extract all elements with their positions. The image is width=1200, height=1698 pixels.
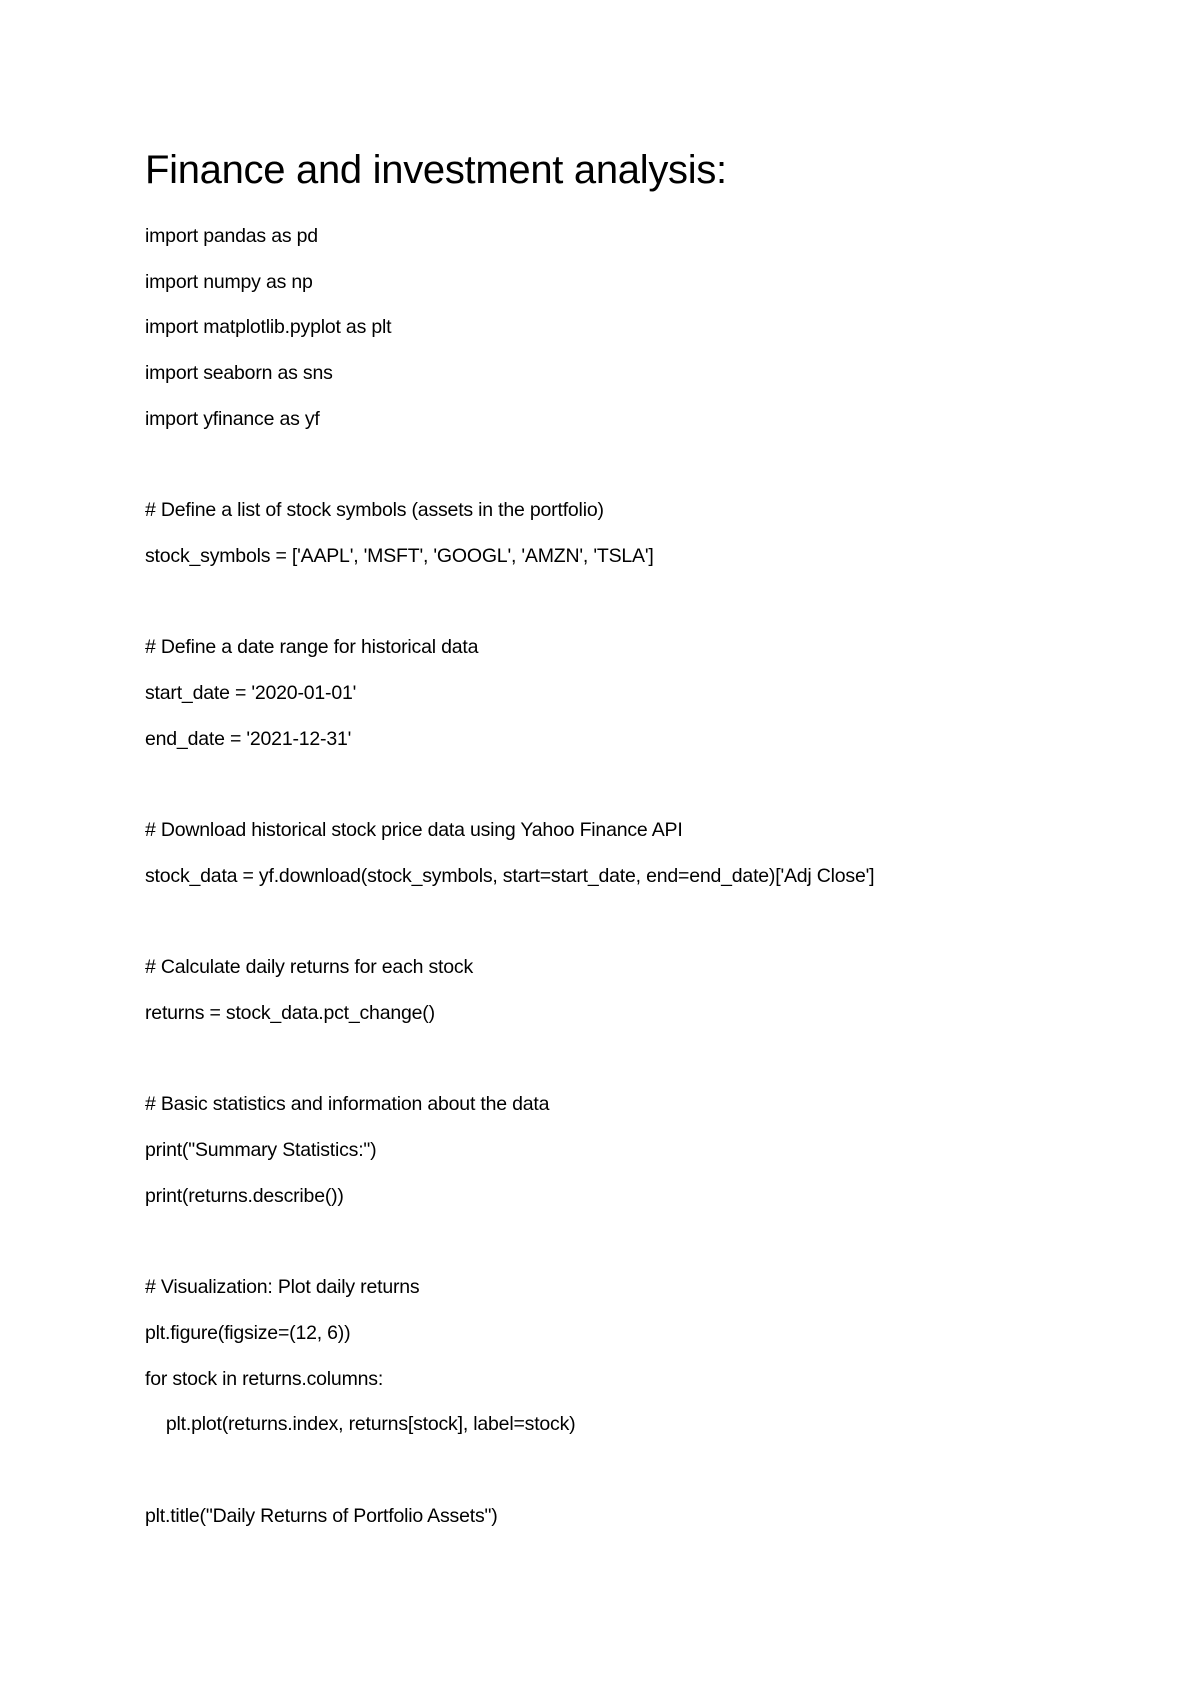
code-line: import numpy as np bbox=[145, 271, 313, 293]
code-line: print("Summary Statistics:") bbox=[145, 1139, 377, 1161]
code-line: import yfinance as yf bbox=[145, 408, 320, 430]
comment-line: # Define a list of stock symbols (assets in the portfolio) bbox=[145, 499, 604, 521]
comment-line: # Basic statistics and information about the data bbox=[145, 1093, 550, 1115]
code-line: for stock in returns.columns: bbox=[145, 1368, 384, 1390]
code-line: returns = stock_data.pct_change() bbox=[145, 1002, 435, 1024]
comment-line: # Download historical stock price data using Yahoo Finance API bbox=[145, 819, 683, 841]
code-line: plt.plot(returns.index, returns[stock], label=stock) bbox=[145, 1413, 576, 1435]
code-line: stock_symbols = ['AAPL', 'MSFT', 'GOOGL', 'AMZN', 'TSLA'] bbox=[145, 545, 654, 567]
comment-line: # Visualization: Plot daily returns bbox=[145, 1276, 420, 1298]
document-title: Finance and investment analysis: bbox=[145, 148, 727, 192]
code-line: import matplotlib.pyplot as plt bbox=[145, 316, 392, 338]
code-line: plt.title("Daily Returns of Portfolio Assets") bbox=[145, 1505, 498, 1527]
code-line: stock_data = yf.download(stock_symbols, start=start_date, end=end_date)['Adj Close'] bbox=[145, 865, 875, 887]
code-line: import seaborn as sns bbox=[145, 362, 333, 384]
code-line: start_date = '2020-01-01' bbox=[145, 682, 357, 704]
code-line: end_date = '2021-12-31' bbox=[145, 728, 352, 750]
code-line: plt.figure(figsize=(12, 6)) bbox=[145, 1322, 351, 1344]
code-line: print(returns.describe()) bbox=[145, 1185, 344, 1207]
code-line: import pandas as pd bbox=[145, 225, 318, 247]
comment-line: # Calculate daily returns for each stock bbox=[145, 956, 473, 978]
comment-line: # Define a date range for historical data bbox=[145, 636, 479, 658]
